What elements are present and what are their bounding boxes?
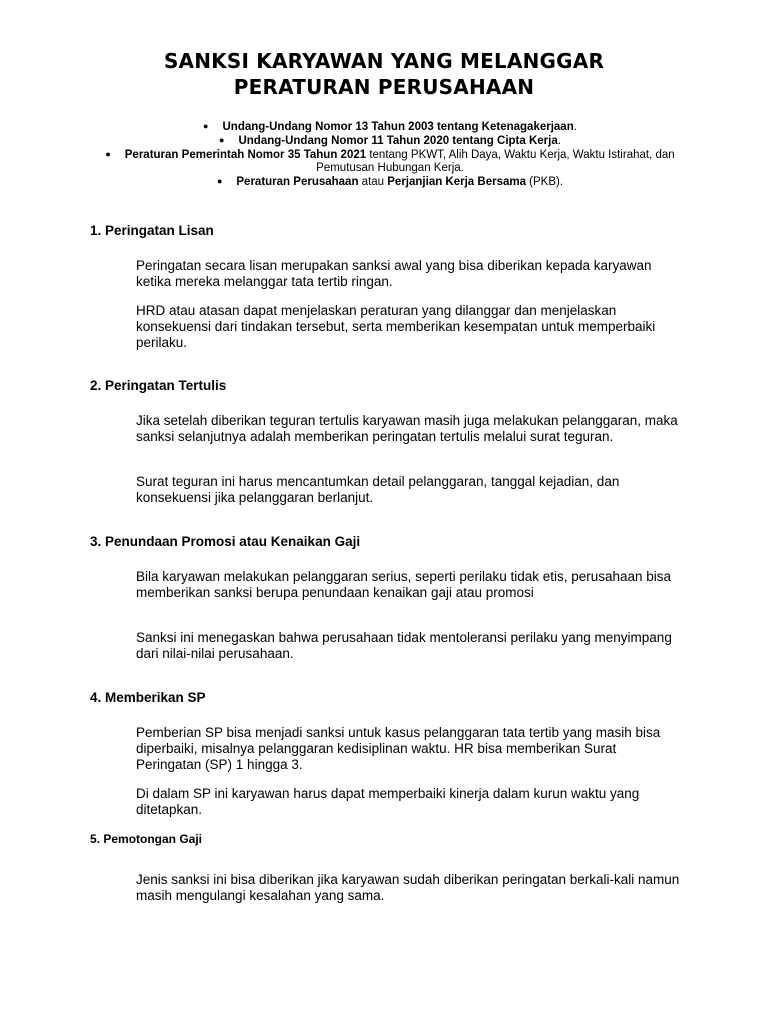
section-paragraph: Bila karyawan melakukan pelanggaran serius, seperti perilaku tidak etis, perusahaan bisa memberikan sanksi berupa penundaan kenaikan gaji atau promosi	[136, 569, 672, 600]
section-heading: 3. Penundaan Promosi atau Kenaikan Gaji	[90, 534, 361, 549]
section-paragraph: Jenis sanksi ini bisa diberikan jika karyawan sudah diberikan peringatan berkali-kali namun masih mengulangi kesalahan yang sama.	[136, 872, 680, 903]
section-paragraph: Peringatan secara lisan merupakan sanksi awal yang bisa diberikan kepada karyawan ketika mereka melanggar tata tertib ringan.	[136, 258, 652, 289]
section-heading: 1. Peringatan Lisan	[90, 223, 214, 238]
section-paragraph: Jika setelah diberikan teguran tertulis karyawan masih juga melakukan pelanggaran, maka sanksi selanjutnya adalah memberikan peringatan tertulis melalui surat teguran.	[136, 413, 678, 444]
reference-item: ● Undang-Undang Nomor 11 Tahun 2020 tentang Cipta Kerja.	[219, 135, 561, 147]
section-heading: 2. Peringatan Tertulis	[90, 378, 227, 393]
bullet-icon: ●	[105, 149, 111, 159]
reference-item: ● Peraturan Pemerintah Nomor 35 Tahun 2021 tentang PKWT, Alih Daya, Waktu Kerja, Waktu Istirahat, dan Pemutusan Hubungan Kerja.	[105, 149, 675, 174]
section-heading: 4. Memberikan SP	[90, 690, 206, 705]
legal-references-list	[100, 120, 680, 189]
section-paragraph: Di dalam SP ini karyawan harus dapat memperbaiki kinerja dalam kurun waktu yang ditetapkan.	[136, 786, 640, 817]
section-paragraph: HRD atau atasan dapat menjelaskan peraturan yang dilanggar dan menjelaskan konsekuensi dari tindakan tersebut, serta memberikan kesempatan untuk memperbaiki perilaku.	[136, 303, 656, 350]
bullet-icon: ●	[216, 176, 223, 186]
section-paragraph: Surat teguran ini harus mencantumkan detail pelanggaran, tanggal kejadian, dan konsekuensi jika pelanggaran berlanjut.	[136, 474, 620, 505]
title-line-2: PERATURAN PERUSAHAAN	[233, 75, 535, 99]
reference-item: ● Peraturan Perusahaan atau Perjanjian Kerja Bersama (PKB).	[216, 176, 564, 188]
reference-item: ● Undang-Undang Nomor 13 Tahun 2003 tentang Ketenagakerjaan.	[203, 121, 577, 133]
section-paragraph: Sanksi ini menegaskan bahwa perusahaan tidak mentoleransi perilaku yang menyimpang dari nilai-nilai perusahaan.	[136, 630, 672, 661]
bullet-icon: ●	[219, 135, 225, 145]
section-heading: 5. Pemotongan Gaji	[90, 832, 203, 846]
bullet-icon: ●	[203, 121, 209, 131]
document-title	[0, 48, 768, 100]
section-paragraph: Pemberian SP bisa menjadi sanksi untuk kasus pelanggaran tata tertib yang masih bisa diperbaiki, misalnya pelanggaran kedisiplinan waktu. HR bisa memberikan Surat Peringatan (SP) 1 hingga 3.	[136, 725, 661, 772]
title-line-1: SANKSI KARYAWAN YANG MELANGGAR	[163, 49, 605, 73]
